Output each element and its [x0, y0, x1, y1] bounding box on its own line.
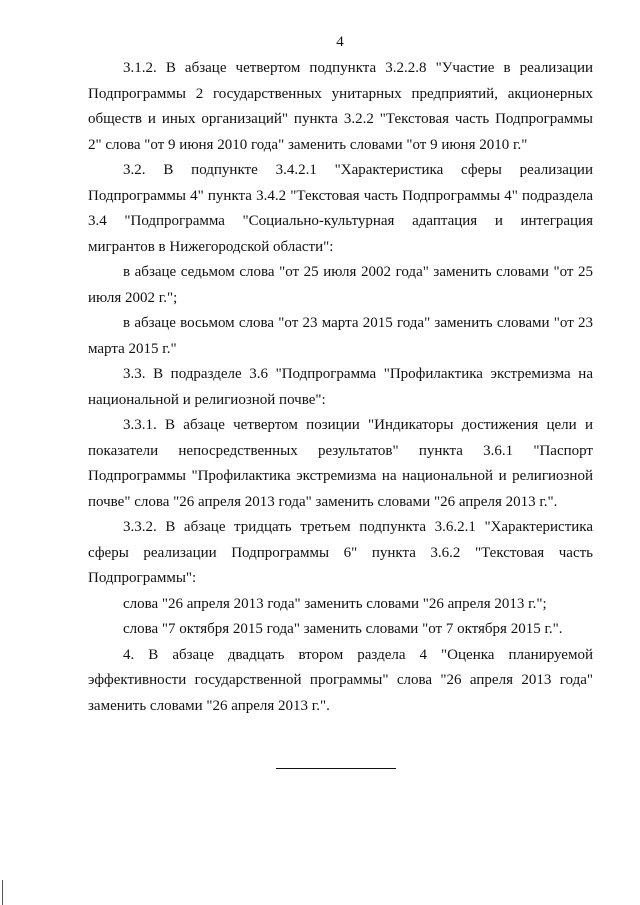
paragraph-3-3-2: 3.3.2. В абзаце тридцать третьем подпункта 3.6.2.1 "Характеристика сферы реализации Подпрограммы 6" пункта 3.6.2 "Текстовая часть Подпрограммы":	[88, 519, 593, 586]
paragraph-3-3: 3.3. В подразделе 3.6 "Подпрограмма "Профилактика экстремизма на национальной и религиозной почве":	[88, 366, 593, 408]
paragraph-4: 4. В абзаце двадцать втором раздела 4 "Оценка планируемой эффективности государственной программы" слова "26 апреля 2013 года" заменить словами "26 апреля 2013 г.".	[88, 646, 593, 714]
page-number: 4	[336, 34, 344, 50]
paragraph-3-3-1: 3.3.1. В абзаце четвертом позиции "Индикаторы достижения цели и показатели непосредственных результатов" пункта 3.6.1 "Паспорт Подпрограммы "Профилактика экстремизма на национальной и религиозной почве" слова "26 апреля 2013 года" заменить словами "26 апреля 2013 г.".	[88, 417, 593, 510]
end-separator-line	[276, 768, 396, 769]
paragraph-3-2: 3.2. В подпункте 3.4.2.1 "Характеристика сферы реализации Подпрограммы 4" пункта 3.4.2 "Текстовая часть Подпрограммы 4" подраздела 3.4 "Подпрограмма "Социально-культурная адаптация и интеграция мигрантов в Нижегородской области":	[88, 162, 593, 255]
paragraph-3-3-2-item-2: слова "7 октября 2015 года" заменить словами "от 7 октября 2015 г.".	[123, 621, 563, 637]
paragraph-3-2-item-2: в абзаце восьмом слова "от 23 марта 2015 года" заменить словами "от 23 марта 2015 г."	[88, 315, 593, 357]
paragraph-3-2-item-1: в абзаце седьмом слова "от 25 июля 2002 года" заменить словами "от 25 июля 2002 г.";	[88, 264, 593, 306]
document-body	[88, 56, 593, 719]
paragraph-3-3-2-item-1: слова "26 апреля 2013 года" заменить словами "26 апреля 2013 г.";	[123, 595, 547, 612]
scan-edge-mark	[2, 880, 3, 905]
paragraph-3-1-2: 3.1.2. В абзаце четвертом подпункта 3.2.2.8 "Участие в реализации Подпрограммы 2 государственных унитарных предприятий, акционерных обществ и иных организаций" пункта 3.2.2 "Текстовая часть Подпрограммы 2" слова "от 9 июня 2010 года" заменить словами "от 9 июня 2010 г."	[88, 60, 593, 153]
